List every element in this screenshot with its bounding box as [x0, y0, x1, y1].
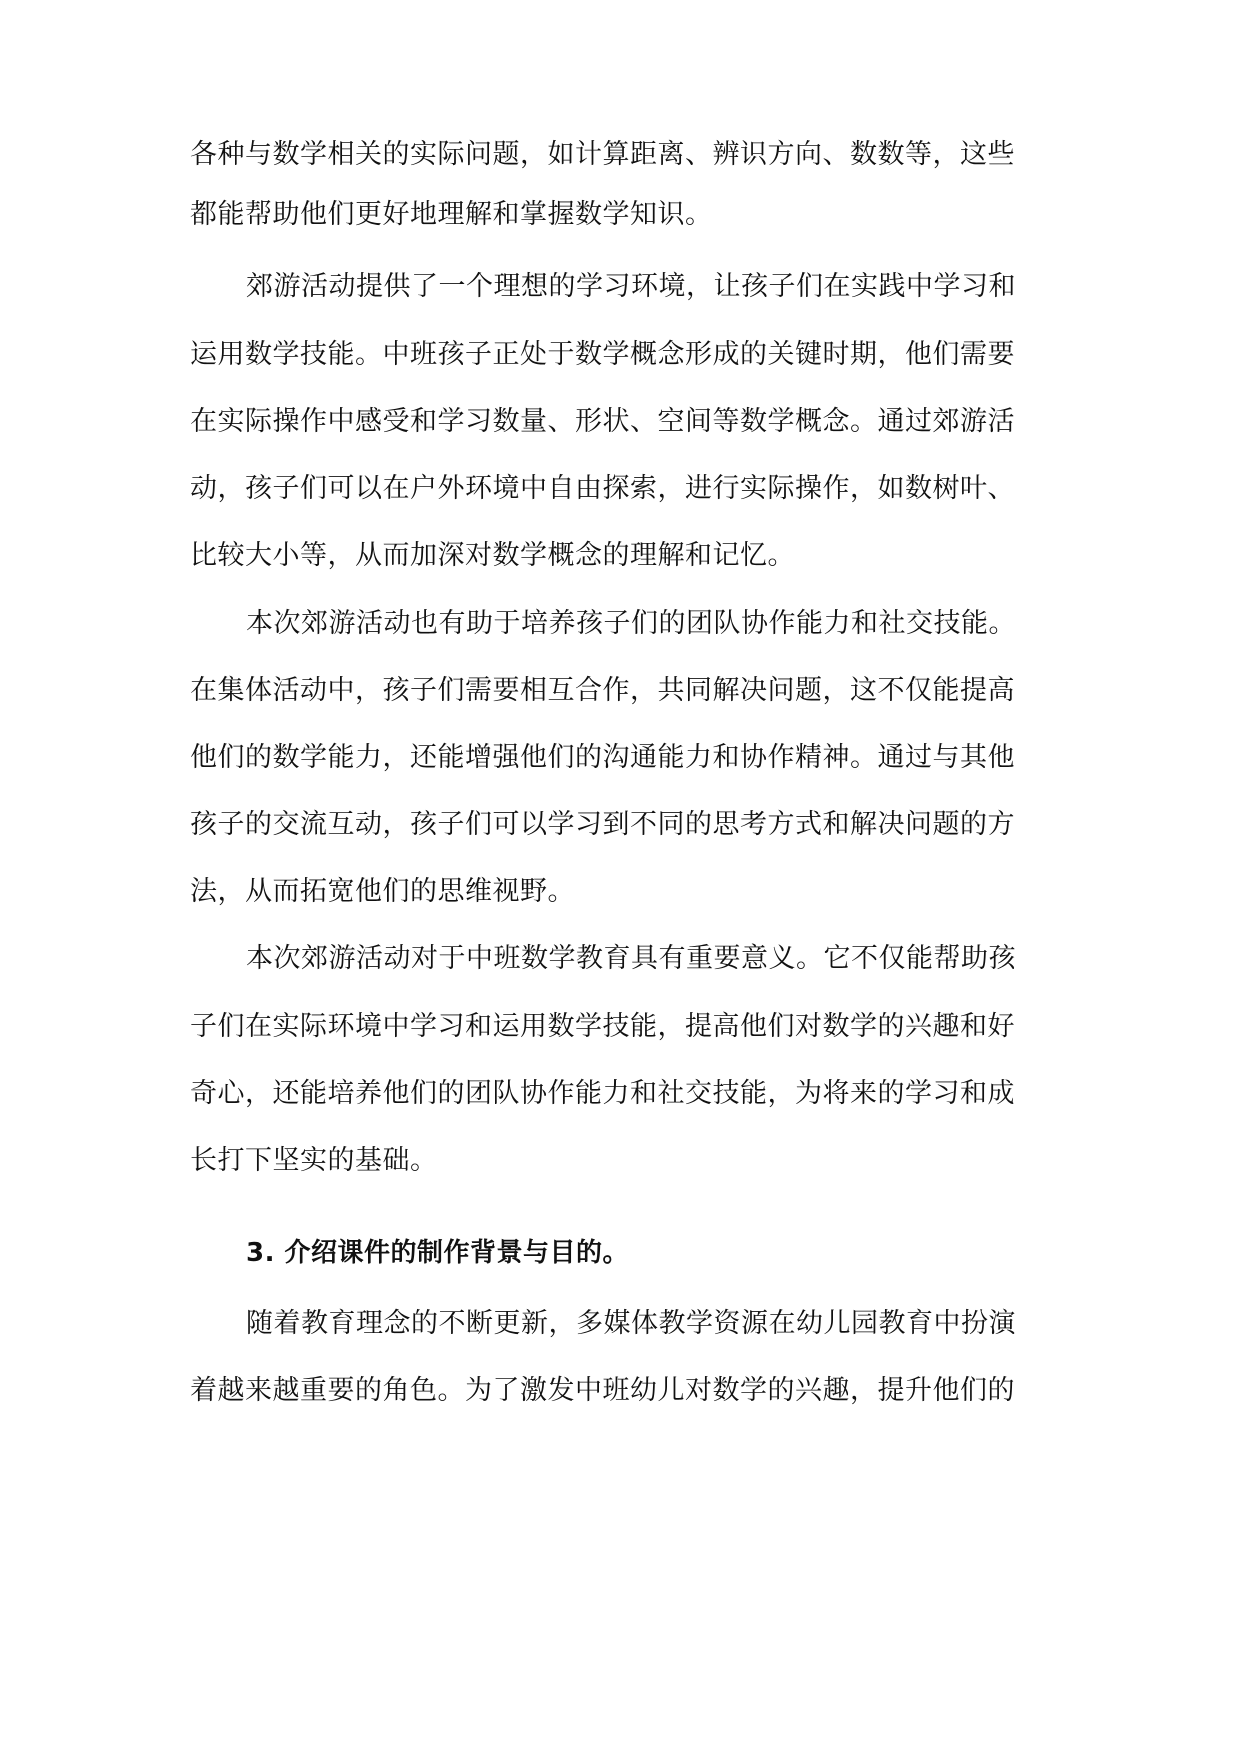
paragraph-line: 长打下坚实的基础。 [190, 1145, 438, 1176]
paragraph-line: 子们在实际环境中学习和运用数学技能，提高他们对数学的兴趣和好 [190, 1011, 1015, 1042]
paragraph-line: 动，孩子们可以在户外环境中自由探索，进行实际操作，如数树叶、 [190, 473, 1015, 504]
paragraph-line: 郊游活动提供了一个理想的学习环境，让孩子们在实践中学习和 [246, 271, 1016, 302]
paragraph-line: 他们的数学能力，还能增强他们的沟通能力和协作精神。通过与其他 [190, 742, 1015, 773]
paragraph-line: 比较大小等，从而加深对数学概念的理解和记忆。 [190, 540, 795, 571]
paragraph-line: 各种与数学相关的实际问题，如计算距离、辨识方向、数数等，这些 [190, 139, 1015, 170]
paragraph-line: 随着教育理念的不断更新，多媒体教学资源在幼儿园教育中扮演 [246, 1308, 1016, 1339]
paragraph-line: 在集体活动中，孩子们需要相互合作，共同解决问题，这不仅能提高 [190, 675, 1015, 706]
paragraph-line: 奇心，还能培养他们的团队协作能力和社交技能，为将来的学习和成 [190, 1078, 1015, 1109]
paragraph-line: 孩子的交流互动，孩子们可以学习到不同的思考方式和解决问题的方 [190, 809, 1015, 840]
paragraph-line: 着越来越重要的角色。为了激发中班幼儿对数学的兴趣，提升他们的 [190, 1375, 1015, 1406]
section-heading: 3. 介绍课件的制作背景与目的。 [246, 1238, 630, 1268]
paragraph-line: 运用数学技能。中班孩子正处于数学概念形成的关键时期，他们需要 [190, 339, 1015, 370]
paragraph-line: 本次郊游活动对于中班数学教育具有重要意义。它不仅能帮助孩 [246, 943, 1016, 974]
paragraph-line: 在实际操作中感受和学习数量、形状、空间等数学概念。通过郊游活 [190, 406, 1015, 437]
paragraph-line: 法，从而拓宽他们的思维视野。 [190, 876, 575, 907]
paragraph-line: 本次郊游活动也有助于培养孩子们的团队协作能力和社交技能。 [246, 608, 1016, 639]
paragraph-line: 都能帮助他们更好地理解和掌握数学知识。 [190, 199, 713, 230]
